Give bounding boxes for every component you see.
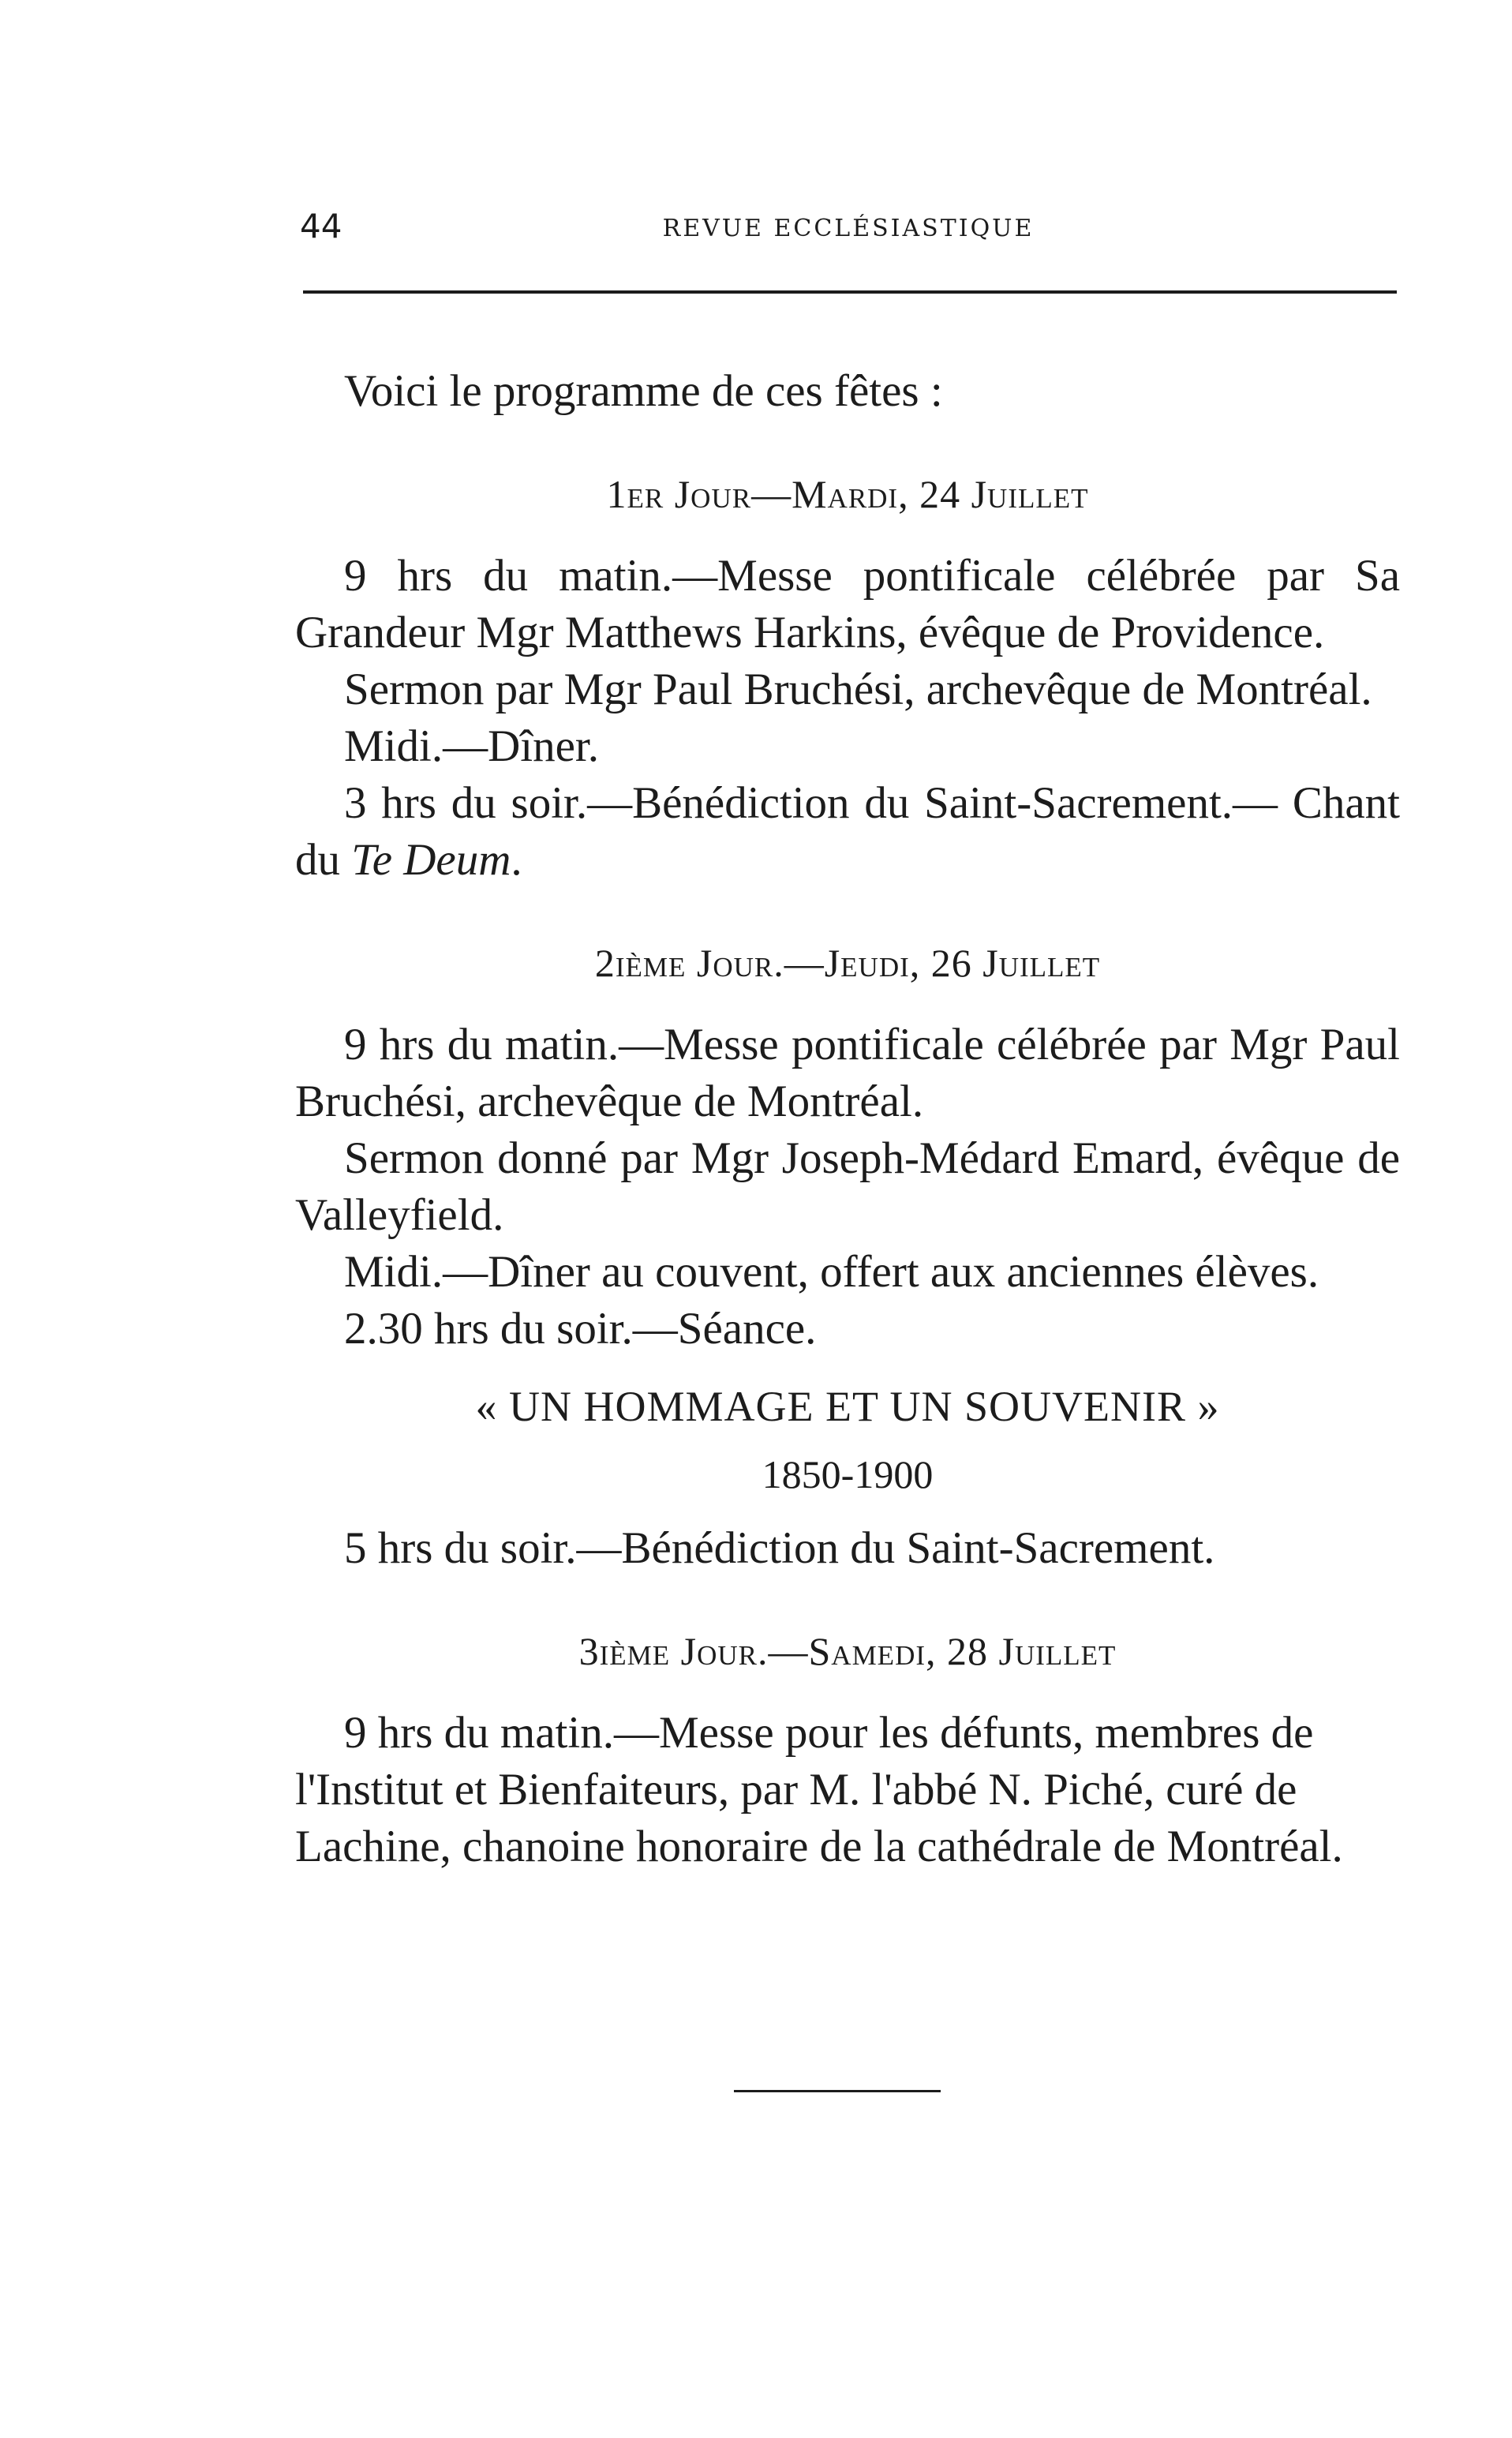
- header-rule: [303, 290, 1397, 294]
- day1-paragraph-4-text: 3 hrs du soir.—Bénédiction du Saint-Sacrement.— Chant du: [295, 778, 1400, 885]
- day1-paragraph-4: [295, 775, 1400, 889]
- day2-paragraph-5: 5 hrs du soir.—Bénédiction du Saint-Sacrement.: [344, 1523, 1215, 1573]
- day2-paragraph-3: Midi.—Dîner au couvent, offert aux anciennes élèves.: [344, 1247, 1319, 1297]
- day1-paragraph-1: 9 hrs du matin.—Messe pontificale célébrée par Sa Grandeur Mgr Matthews Harkins, évêque de Providence.: [295, 551, 1400, 657]
- page-body: [295, 347, 1400, 1875]
- running-title: REVUE ECCLÉSIASTIQUE: [662, 215, 1035, 242]
- page-number: 44: [300, 207, 342, 245]
- day3-heading: 3ième Jour.—Samedi, 28 Juillet: [578, 1629, 1117, 1673]
- day2-paragraph-1: 9 hrs du matin.—Messe pontificale célébrée par Mgr Paul Bruchési, archevêque de Montréal.: [295, 1020, 1400, 1126]
- te-deum-italic: Te Deum: [351, 835, 511, 885]
- intro-paragraph: Voici le programme de ces fêtes :: [344, 366, 943, 416]
- page-header: [300, 207, 1397, 246]
- seance-title: « UN HOMMAGE ET UN SOUVENIR »: [475, 1383, 1220, 1430]
- seance-years: 1850-1900: [762, 1452, 934, 1496]
- day1-paragraph-4-end: .: [511, 835, 522, 885]
- day1-heading: 1er Jour—Mardi, 24 Juillet: [606, 472, 1089, 516]
- day2-paragraph-4: 2.30 hrs du soir.—Séance.: [344, 1304, 817, 1354]
- day1-paragraph-3: Midi.—Dîner.: [344, 721, 599, 771]
- day2-heading: 2ième Jour.—Jeudi, 26 Juillet: [594, 941, 1101, 985]
- day2-paragraph-2: Sermon donné par Mgr Joseph-Médard Emard, évêque de Valleyfield.: [295, 1133, 1400, 1240]
- end-rule: [734, 2090, 941, 2092]
- day1-paragraph-2: Sermon par Mgr Paul Bruchési, archevêque de Montréal.: [344, 665, 1372, 714]
- day3-paragraph-1: 9 hrs du matin.—Messe pour les défunts, membres de l'Institut et Bienfaiteurs, par M. l'abbé N. Piché, curé de Lachine, chanoine honoraire de la cathédrale de Montréal.: [295, 1708, 1343, 1871]
